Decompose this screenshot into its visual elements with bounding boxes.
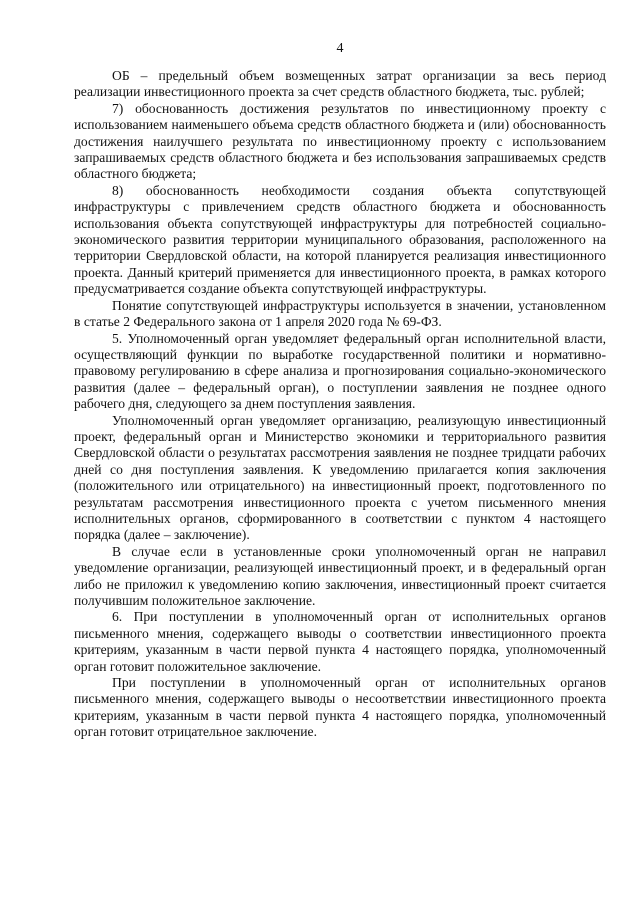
paragraph-notification: Уполномоченный орган уведомляет организацию, реализующую инвестиционный проект, федеральный орган и Министерство экономики и территориального развития Свердловской области о результатах рассмотрения заявления не позднее тридцати рабочих дней со дня поступления заявления. К уведомлению прилагается копия заключения (положительного или отрицательного) на инвестиционный проект, подготовленного по результатам рассмотрения инвестиционного проекта с учетом письменного мнения исполнительных органов, сформированного в соответствии с пунктом 4 настоящего порядка (далее – заключение). bbox=[74, 412, 606, 543]
page-number: 4 bbox=[336, 41, 344, 56]
paragraph-infrastructure-concept: Понятие сопутствующей инфраструктуры используется в значении, установленном в статье 2 Федерального закона от 1 апреля 2020 года № 69-ФЗ. bbox=[74, 297, 606, 330]
paragraph-item-5: 5. Уполномоченный орган уведомляет федеральный орган исполнительной власти, осуществляющий функции по выработке государственной политики и нормативно-правовому регулированию в сфере анализа и прогнозирования социально-экономического развития (далее – федеральный орган), о поступлении заявления не позднее одного рабочего дня, следующего за днем поступления заявления. bbox=[74, 330, 606, 412]
paragraph-item-6: 6. При поступлении в уполномоченный орган от исполнительных органов письменного мнения, содержащего выводы о соответствии инвестиционного проекта критериям, указанным в части первой пункта 4 настоящего порядка, уполномоченный орган готовит положительное заключение. bbox=[74, 609, 606, 674]
paragraph-ob-definition: ОБ – предельный объем возмещенных затрат организации за весь период реализации инвестиционного проекта за счет средств областного бюджета, тыс. рублей; bbox=[74, 68, 606, 100]
paragraph-deadline-missed: В случае если в установленные сроки уполномоченный орган не направил уведомление организации, реализующей инвестиционный проект, и в федеральный орган либо не приложил к уведомлению копию заключения, инвестиционный проект считается получившим положительное заключение. bbox=[74, 543, 606, 608]
document-body bbox=[74, 68, 606, 741]
paragraph-criterion-8: 8) обоснованность необходимости создания объекта сопутствующей инфраструктуры с привлечением средств областного бюджета и обоснованность использования объекта сопутствующей инфраструктуры для потребностей социально-экономического развития территории муниципального образования, расположенного на территории Свердловской области, на которой планируется реализация инвестиционного проекта. Данный критерий применяется для инвестиционного проекта, в рамках которого предусматривается создание объекта сопутствующей инфраструктуры. bbox=[74, 182, 606, 297]
paragraph-negative-conclusion: При поступлении в уполномоченный орган от исполнительных органов письменного мнения, содержащего выводы о несоответствии инвестиционного проекта критериям, указанным в части первой пункта 4 настоящего порядка, уполномоченный орган готовит отрицательное заключение. bbox=[74, 675, 606, 740]
paragraph-criterion-7: 7) обоснованность достижения результатов по инвестиционному проекту с использованием наименьшего объема средств областного бюджета и (или) обоснованность достижения наилучшего результата по инвестиционному проекту с использованием запрашиваемых средств областного бюджета и без использования запрашиваемых средств областного бюджета; bbox=[74, 100, 606, 182]
